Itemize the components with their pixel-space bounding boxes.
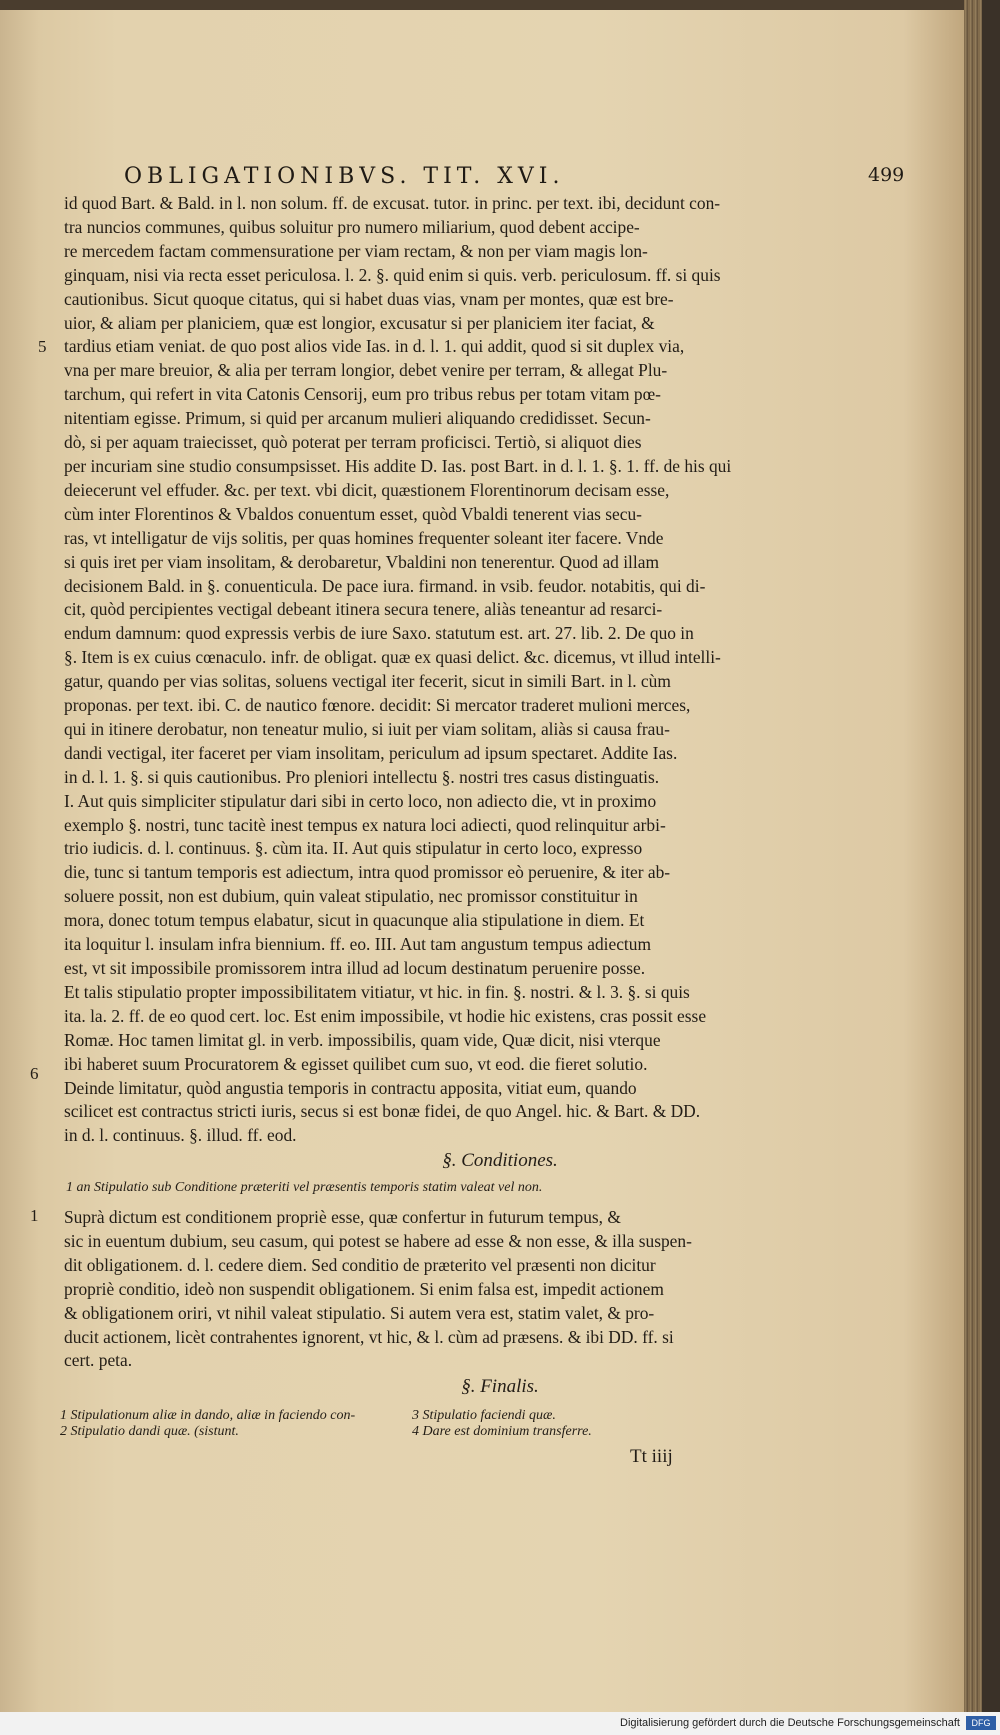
text-line: propriè conditio, ideò non suspendit obligationem. Si enim falsa est, impedit actionem [64, 1278, 664, 1299]
running-title: OBLIGATIONIBVS. TIT. XVI. [124, 164, 565, 189]
summary-line: 3 Stipulatio faciendi quæ. [412, 1408, 556, 1423]
section-title-finalis: §. Finalis. [461, 1376, 539, 1397]
signature-mark: Tt iiij [630, 1446, 673, 1467]
text-line: Suprà dictum est conditionem propriè esse, quæ confertur in futurum tempus, & [64, 1207, 621, 1227]
text-line: id quod Bart. & Bald. in l. non solum. ff. de excusat. tutor. in princ. per text. ibi, decidunt con- [64, 193, 721, 213]
text-line: ita loquitur l. insulam infra biennium. ff. eo. III. Aut tam angustum tempus adiectum [64, 934, 651, 955]
text-line: deiecerunt vel effuder. &c. per text. vbi dicit, quæstionem Florentinorum decisam esse, [64, 479, 670, 500]
finalis-summary-right [412, 1408, 712, 1440]
text-line: vna per mare breuior, & alia per terram longior, debet venire per terram, & allegat Plu- [64, 360, 668, 381]
text-line: trio iudicis. d. l. continuus. §. cùm ita. II. Aut quis stipulatur in certo loco, expresso [64, 838, 643, 859]
text-line: dandi vectigal, iter faceret per viam insolitam, periculum ad ipsum spectaret. Addite Ias. [64, 742, 678, 763]
text-line: Et talis stipulatio propter impossibilitatem vitiatur, vt hic. in fin. §. nostri. & l. 3. §. si quis [64, 981, 690, 1002]
summary-line: 2 Stipulatio dandi quæ. (sistunt. [60, 1424, 239, 1439]
text-line: ras, vt intelligatur de vijs solitis, per quas homines frequenter soleant iter facere. Vnde [64, 527, 664, 548]
text-line: gatur, quando per vias solitas, soluens vectigal iter fecerit, sicut in simili Bart. in l. cùm [64, 671, 671, 692]
text-line: dit obligationem. d. l. cedere diem. Sed conditio de præterito vel præsenti non dicitur [64, 1254, 656, 1275]
text-line: in d. l. continuus. §. illud. ff. eod. [64, 1125, 297, 1146]
text-line: si quis iret per viam insolitam, & derobaretur, Vbaldini non tenerentur. Quod ad illam [64, 551, 659, 572]
margin-number-5: 5 [38, 337, 47, 356]
text-line: ducit actionem, licèt contrahentes ignorent, vt hic, & l. cùm ad præsens. & ibi DD. ff. si [64, 1326, 674, 1347]
text-line: ibi haberet suum Procuratorem & egisset quilibet cum suo, vt eod. die fieret solutio. [64, 1053, 648, 1074]
dfg-logo: DFG [966, 1716, 996, 1730]
digitization-footer [0, 1712, 1000, 1735]
text-line: I. Aut quis simpliciter stipulatur dari sibi in certo loco, non adiecto die, vt in proximo [64, 790, 657, 811]
margin-number-6: 6 [30, 1064, 39, 1083]
text-line: tra nuncios communes, quibus soluitur pro numero miliarium, quod debent accipe- [64, 216, 640, 237]
text-line: cit, quòd percipientes vectigal debeant itinera secura tenere, aliàs teneantur ad resarci- [64, 599, 663, 620]
text-line: decisionem Bald. in §. conuenticula. De pace iura. firmand. in vsib. feudor. notabitis, qui di- [64, 575, 706, 596]
text-line: tarchum, qui refert in vita Catonis Censorij, eum pro tribus rebus per totam vitam pœ- [64, 384, 661, 405]
text-line: est, vt sit impossibile promissorem intra illud ad locum destinatum peruenire posse. [64, 958, 646, 978]
text-line: nitentiam egisse. Primum, si quid per arcanum mulieri aliquando credidisset. Secun- [64, 408, 651, 429]
text-line: tardius etiam veniat. de quo post alios vide Ias. in d. l. 1. qui addit, quod si sit duplex via, [64, 336, 685, 357]
section-title-conditiones: §. Conditiones. [442, 1150, 558, 1171]
text-line: ginquam, nisi via recta esset periculosa. l. 2. §. quid enim si quis. verb. periculosum. ff. si quis [64, 264, 721, 285]
text-line: die, tunc si tantum temporis est adiectum, intra quod promissor eò peruenire, & iter ab- [64, 862, 671, 883]
text-line: proponas. per text. ibi. C. de nautico fœnore. decidit: Si mercator traderet mulioni merces, [64, 695, 691, 716]
text-line: cautionibus. Sicut quoque citatus, qui si habet duas vias, vnam per montes, quæ est bre- [64, 288, 674, 309]
text-line: & obligationem oriri, vt nihil valeat stipulatio. Si autem vera est, statim valet, & pro- [64, 1302, 655, 1323]
summary-line: 4 Dare est dominium transferre. [412, 1424, 592, 1439]
page-number: 499 [868, 164, 905, 186]
finalis-summary-left [60, 1408, 420, 1440]
text-line: uior, & aliam per planiciem, quæ est longior, excusatur si per planiciem iter faciat, & [64, 312, 655, 333]
text-line: mora, donec totum tempus elabatur, sicut in quacunque alia stipulatione in diem. Et [64, 910, 645, 931]
text-line: ita. la. 2. ff. de eo quod cert. loc. Est enim impossibile, vt hodie hic existens, cras possit esse [64, 1005, 707, 1026]
conditiones-text-block [64, 1206, 758, 1373]
footer-credit: Digitalisierung gefördert durch die Deutsche Forschungsgemeinschaft [620, 1717, 960, 1729]
margin-number-1: 1 [30, 1206, 39, 1225]
text-line: endum damnum: quod expressis verbis de iure Saxo. statutum est. art. 27. lib. 2. De quo in [64, 623, 694, 644]
text-line: Romæ. Hoc tamen limitat gl. in verb. impossibilis, quam vide, Quæ dicit, nisi vterque [64, 1029, 661, 1050]
text-line: §. Item is ex cuius cœnaculo. infr. de obligat. quæ ex quasi delict. &c. dicemus, vt illud intelli- [64, 647, 721, 668]
main-text-block [64, 192, 758, 1148]
text-line: qui in itinere derobatur, non teneatur mulio, si iuit per viam solitam, aliàs si causa frau- [64, 718, 670, 739]
text-line: cert. peta. [64, 1350, 133, 1371]
summary-line: 1 Stipulationum aliæ in dando, aliæ in faciendo con- [60, 1408, 356, 1423]
text-line: in d. l. 1. §. si quis cautionibus. Pro pleniori intellectu §. nostri tres casus distinguatis. [64, 766, 660, 787]
text-line: sic in euentum dubium, seu casum, qui potest se habere ad esse & non esse, & illa suspen- [64, 1230, 692, 1251]
text-line: per incuriam sine studio consumpsisset. His addite D. Ias. post Bart. in d. l. 1. §. 1. ff. de his qui [64, 455, 732, 476]
page-edge [964, 0, 982, 1712]
text-line: dò, si per aquam traiecisset, quò poterat per terram proficisci. Tertiò, si aliquot dies [64, 432, 642, 453]
scan-top-border [0, 0, 982, 10]
text-line: soluere possit, non est dubium, quin valeat stipulatio, nec promissor constituitur in [64, 886, 638, 907]
text-line: cùm inter Florentinos & Vbaldos conuentum esset, quòd Vbaldi tenerent vias secu- [64, 503, 642, 524]
text-line: exemplo §. nostri, tunc tacitè inest tempus ex natura loci adiecti, quod relinquitur arbi- [64, 814, 666, 835]
text-line: scilicet est contractus stricti iuris, secus si est bonæ fidei, de quo Angel. hic. & Bart. & DD. [64, 1101, 701, 1122]
section-summary-conditiones: 1 an Stipulatio sub Conditione præteriti vel præsentis temporis statim valeat vel non. [66, 1180, 543, 1195]
text-line: re mercedem factam commensuratione per viam rectam, & non per viam magis lon- [64, 240, 648, 261]
text-line: Deinde limitatur, quòd angustia temporis in contractu apposita, vitiat eum, quando [64, 1077, 637, 1098]
